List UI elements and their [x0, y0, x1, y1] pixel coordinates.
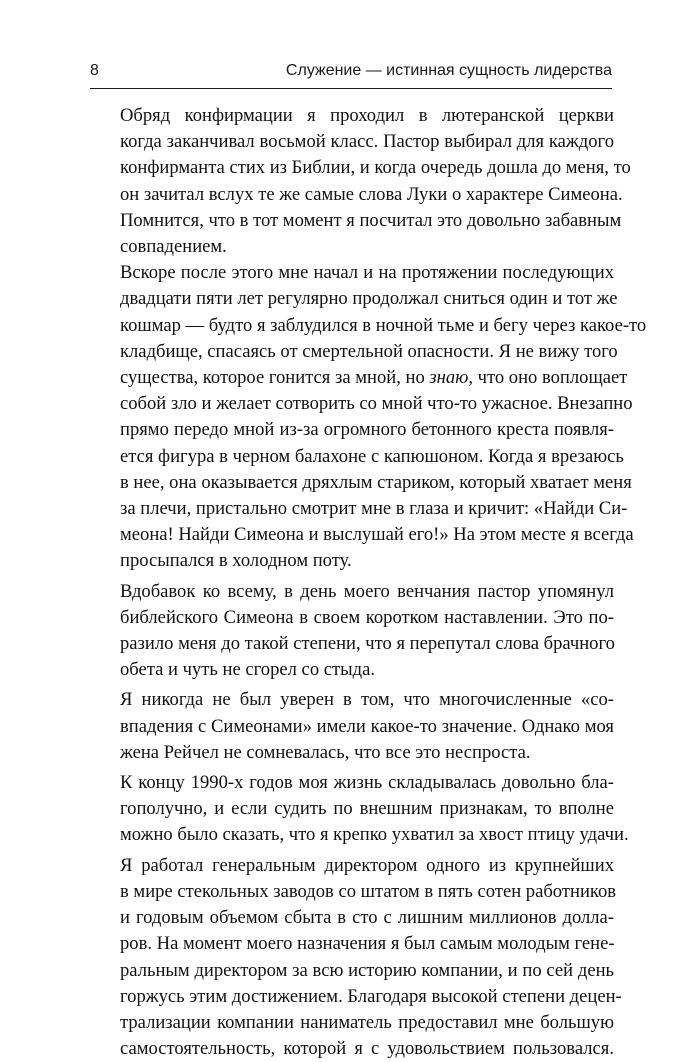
- running-header: [90, 60, 612, 84]
- text-line: он зачитал вслух те же самые слова Луки о характере Симеона.: [120, 183, 623, 205]
- paragraph-4: [88, 687, 614, 766]
- text-line: ется фигура в черном балахоне с капюшоном. Когда я врезаюсь: [120, 445, 624, 467]
- text-line: разило меня до такой степени, что я перепутал слова брачного: [120, 633, 615, 655]
- text-line-with-emphasis: [88, 365, 628, 391]
- text-line: трализации компании наниматель предоставил мне большую: [120, 1011, 614, 1033]
- text-line: впадения с Симеонами» имели какое-то значение. Однако моя: [120, 715, 614, 737]
- text-segment: , что оно воплощает: [468, 367, 628, 389]
- text-line: просыпался в холодном поту.: [120, 550, 352, 572]
- text-line: горжусь этим достижением. Благодаря высокой степени децен-: [120, 985, 622, 1007]
- text-line: ров. На момент моего назначения я был самым молодым гене-: [120, 933, 615, 955]
- text-line: двадцати пяти лет регулярно продолжал сниться один и тот же: [120, 288, 618, 310]
- paragraph-2: [88, 260, 647, 574]
- paragraph-5: [88, 770, 629, 849]
- text-line: прямо передо мной из-за огромного бетонного креста появля-: [120, 419, 614, 441]
- text-line: совпадением.: [120, 236, 227, 258]
- text-line: когда заканчивал восьмой класс. Пастор выбирал для каждого: [120, 131, 614, 153]
- text-line: конфирманта стих из Библии, и когда очередь дошла до меня, то: [120, 157, 631, 179]
- text-line: Вскоре после этого мне начал и на протяжении последующих: [120, 262, 614, 284]
- text-line: в мире стекольных заводов со штатом в пять сотен работников: [120, 880, 617, 902]
- text-line: можно было сказать, что я крепко ухватил за хвост птицу удачи.: [120, 824, 629, 846]
- chapter-title: Служение — истинная сущность лидерства: [285, 62, 612, 79]
- emphasized-word: знаю: [429, 367, 469, 389]
- text-line: Обряд конфирмации я проходил в лютеранской церкви: [120, 105, 614, 126]
- text-segment: существа, которое гонится за мной, но: [120, 367, 430, 389]
- text-line: кошмар — будто я заблудился в ночной тьме и бегу через какое-то: [120, 314, 647, 336]
- text-line: кладбище, спасаясь от смертельной опасности. Я не вижу того: [120, 340, 618, 362]
- text-line: самостоятельность, которой я с удовольствием пользовался.: [120, 1038, 614, 1060]
- text-line: и годовым объемом сбыта в сто с лишним миллионов долла-: [120, 907, 614, 929]
- body-text: [88, 103, 647, 1062]
- text-line: ральным директором за всю историю компании, и по сей день: [120, 959, 614, 981]
- text-line: библейского Симеона в своем коротком наставлении. Это по-: [120, 606, 614, 628]
- text-line: К концу 1990-х годов моя жизнь складывалась довольно бла-: [120, 772, 614, 794]
- text-line: собой зло и желает сотворить со мной что-то ужасное. Внезапно: [120, 393, 633, 415]
- text-line: в нее, она оказывается дряхлым стариком, который хватает меня: [120, 471, 632, 493]
- text-line: Я работал генеральным директором одного из крупнейших: [120, 854, 614, 876]
- text-line: обета и чуть не сгорел со стыда.: [120, 659, 375, 681]
- paragraph-1: [88, 103, 631, 260]
- page-number: 8: [90, 62, 99, 79]
- text-line: Вдобавок ко всему, в день моего венчания пастор упомянул: [120, 580, 614, 602]
- text-line: Помнится, что в тот момент я посчитал это довольно забавным: [120, 209, 622, 231]
- text-line: гополучно, и если судить по внешним признакам, то вполне: [120, 798, 614, 820]
- text-line: жена Рейчел не сомневалась, что все это неспроста.: [120, 741, 531, 763]
- header-rule: [90, 88, 612, 89]
- text-line: меона! Найди Симеона и выслушай его!» На этом месте я всегда: [120, 524, 634, 546]
- paragraph-3: [88, 579, 614, 684]
- text-line: за плечи, пристально смотрит мне в глаза и кричит: «Найди Си-: [120, 498, 628, 520]
- paragraph-6: [88, 853, 622, 1062]
- text-line: Я никогда не был уверен в том, что многочисленные «со-: [120, 689, 614, 711]
